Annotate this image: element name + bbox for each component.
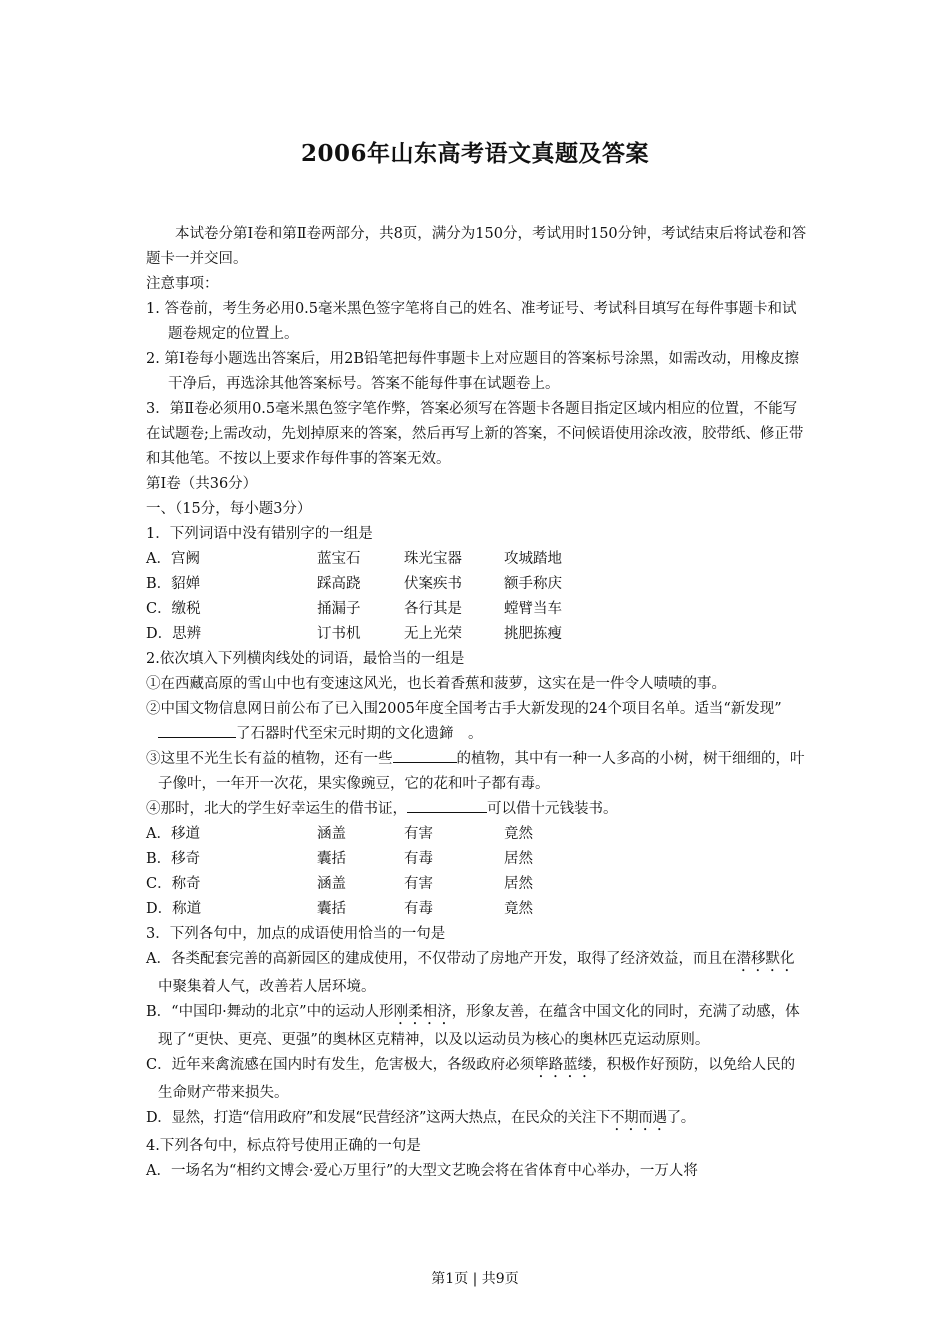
sentence-text: 了石器时代至宋元时期的文化遗鍗 。 (236, 726, 483, 742)
option-text: D．显然，打造“信用政府”和发展“民营经济”这两大热点，在民众的关注下 (146, 1110, 611, 1126)
option-text: ，积极作好预防，以免给人民的生命财产带来损失。 (158, 1057, 796, 1101)
question-2-option (146, 822, 808, 847)
option-text: A．各类配套完善的高新园区的建成使用，不仅带动了房地产开发，取得了经济效益，而且在 (146, 951, 737, 967)
dotted-idiom: 潜移默化 (736, 951, 795, 967)
option-term: 挑肥拣瘦 (504, 626, 562, 642)
option-term: 居然 (504, 851, 533, 867)
option-term: 踩高跷 (317, 576, 361, 592)
notes-heading: 注意事项： (146, 276, 219, 292)
option-term: 有毒 (404, 901, 433, 917)
question-1-option (146, 622, 808, 647)
option-term: 攻城踏地 (504, 551, 562, 567)
question-4-stem: 4.下列各句中，标点符号使用正确的一句是 (146, 1138, 421, 1154)
option-term: 订书机 (317, 626, 361, 642)
question-3-option (146, 947, 808, 1000)
question-1-option (146, 597, 808, 622)
sentence-text: ③这里不光生长有益的植物，还有一些 (146, 751, 393, 767)
note-item: 3．第Ⅱ卷必须用0.5毫米黑色签字笔作弊，答案必须写在答题卡各题目指定区域内相应的位置，不能写在试题卷;上需改动，先划掉原来的答案，然后再写上新的答案，不问候语使用涂改液，胶带纸、修正带和其他笔。不按以上要求作每件事的答案无效。 (146, 401, 804, 467)
question-2-sentence: ①在西藏高原的雪山中也有变速这风光，也长着香蕉和菠萝，这实在是一件令人啧啧的事。 (146, 676, 726, 692)
option-term: 螳臂当车 (504, 601, 562, 617)
option-term: 涵盖 (317, 826, 346, 842)
option-term: 囊括 (317, 851, 346, 867)
option-label: C．缴税 (146, 601, 201, 617)
question-3-option (146, 1000, 808, 1053)
option-term: 无上光荣 (404, 626, 462, 642)
option-term: 蓝宝石 (317, 551, 361, 567)
page-footer: 第1页 | 共9页 (431, 1271, 519, 1287)
option-term: 囊括 (317, 901, 346, 917)
section-heading: 一、（15分，每小题3分） (146, 501, 312, 517)
sentence-text: ②中国文物信息网日前公布了已入围2005年度全国考古手大新发现的24个项目名单。适当“新发现” (146, 701, 782, 717)
option-label: B．貂婵 (146, 576, 201, 592)
option-term: 各行其是 (404, 601, 462, 617)
question-2-stem: 2.依次填入下列横肉线处的词语，最恰当的一组是 (146, 651, 465, 667)
option-label: A．移道 (146, 826, 200, 842)
fill-blank (158, 723, 236, 738)
fill-blank (407, 798, 487, 813)
option-term: 有害 (404, 826, 433, 842)
option-term: 涵盖 (317, 876, 346, 892)
question-2-sentence (146, 697, 808, 747)
option-term: 珠光宝器 (404, 551, 462, 567)
part-heading: 第Ⅰ卷（共36分） (146, 476, 258, 492)
fill-blank (393, 748, 457, 763)
dotted-idiom: 筚路蓝缕 (534, 1057, 593, 1073)
option-label: A．宫阙 (146, 551, 200, 567)
option-term: 捅漏子 (317, 601, 361, 617)
note-item: 2. 第Ⅰ卷每小题选出答案后，用2B铅笔把每件事题卡上对应题目的答案标号涂黑，如需改动，用橡皮擦干净后，再选涂其他答案标号。答案不能每件事在试题卷上。 (146, 351, 800, 392)
sentence-text: 可以借十元钱装书。 (487, 801, 618, 817)
dotted-idiom: 不期而遇 (610, 1110, 667, 1126)
intro-paragraph: 本试卷分第Ⅰ卷和第Ⅱ卷两部分，共8页，满分为150分，考试用时150分钟，考试结束后将试卷和答题卡一并交回。 (146, 226, 807, 267)
option-label: B．移奇 (146, 851, 201, 867)
question-3-stem: 3．下列各句中，加点的成语使用恰当的一句是 (146, 926, 446, 942)
option-term: 竟然 (504, 901, 533, 917)
question-2-option (146, 847, 808, 872)
question-2-option (146, 872, 808, 897)
option-text: C．近年来禽流感在国内时有发生，危害极大，各级政府必须 (146, 1057, 535, 1073)
question-2-sentence (146, 797, 808, 822)
document-body (146, 222, 808, 1184)
option-label: D．称道 (146, 901, 202, 917)
option-term: 额手称庆 (504, 576, 562, 592)
option-text: ，形象友善，在蕴含中国文化的同时，充满了动感，体现了“更快、更亮、更强”的奥林区克精神，以及以运动员为核心的奥林匹克运动原则。 (158, 1004, 800, 1048)
option-text: 了。 (666, 1110, 695, 1126)
question-2-option (146, 897, 808, 922)
option-term: 有害 (404, 876, 433, 892)
question-1-option (146, 547, 808, 572)
question-1-stem: 1．下列词语中没有错别字的一组是 (146, 526, 373, 542)
question-4-option: A．一场名为“相约文博会·爱心万里行”的大型文艺晚会将在省体育中心举办，一万人将 (146, 1163, 698, 1179)
sentence-text: ④那时，北大的学生好幸运生的借书证， (146, 801, 407, 817)
page-title: 2006年山东高考语文真题及答案 (300, 140, 649, 167)
option-text: 中聚集着人气，改善若人居环境。 (158, 979, 376, 995)
option-term: 居然 (504, 876, 533, 892)
question-1-option (146, 572, 808, 597)
question-2-sentence (146, 747, 808, 797)
option-label: C．称奇 (146, 876, 201, 892)
option-term: 伏案疾书 (404, 576, 462, 592)
note-item: 1. 答卷前，考生务必用0.5毫米黑色签字笔将自己的姓名、准考证号、考试科目填写在每件事题卡和试题卷规定的位置上。 (146, 301, 797, 342)
option-label: D．思辨 (146, 626, 202, 642)
option-term: 有毒 (404, 851, 433, 867)
question-3-option (146, 1053, 808, 1106)
sentence-text: 的植物，其中有一种一人多高的小树，树干细细的，叶子像叶，一年开一次花，果实像豌豆，它的花和叶子都有毒。 (158, 751, 805, 792)
dotted-idiom: 刚柔相济 (393, 1004, 452, 1020)
option-term: 竟然 (504, 826, 533, 842)
question-3-option (146, 1106, 808, 1134)
option-text: B．“中国印·舞动的北京”中的运动人形 (146, 1004, 394, 1020)
